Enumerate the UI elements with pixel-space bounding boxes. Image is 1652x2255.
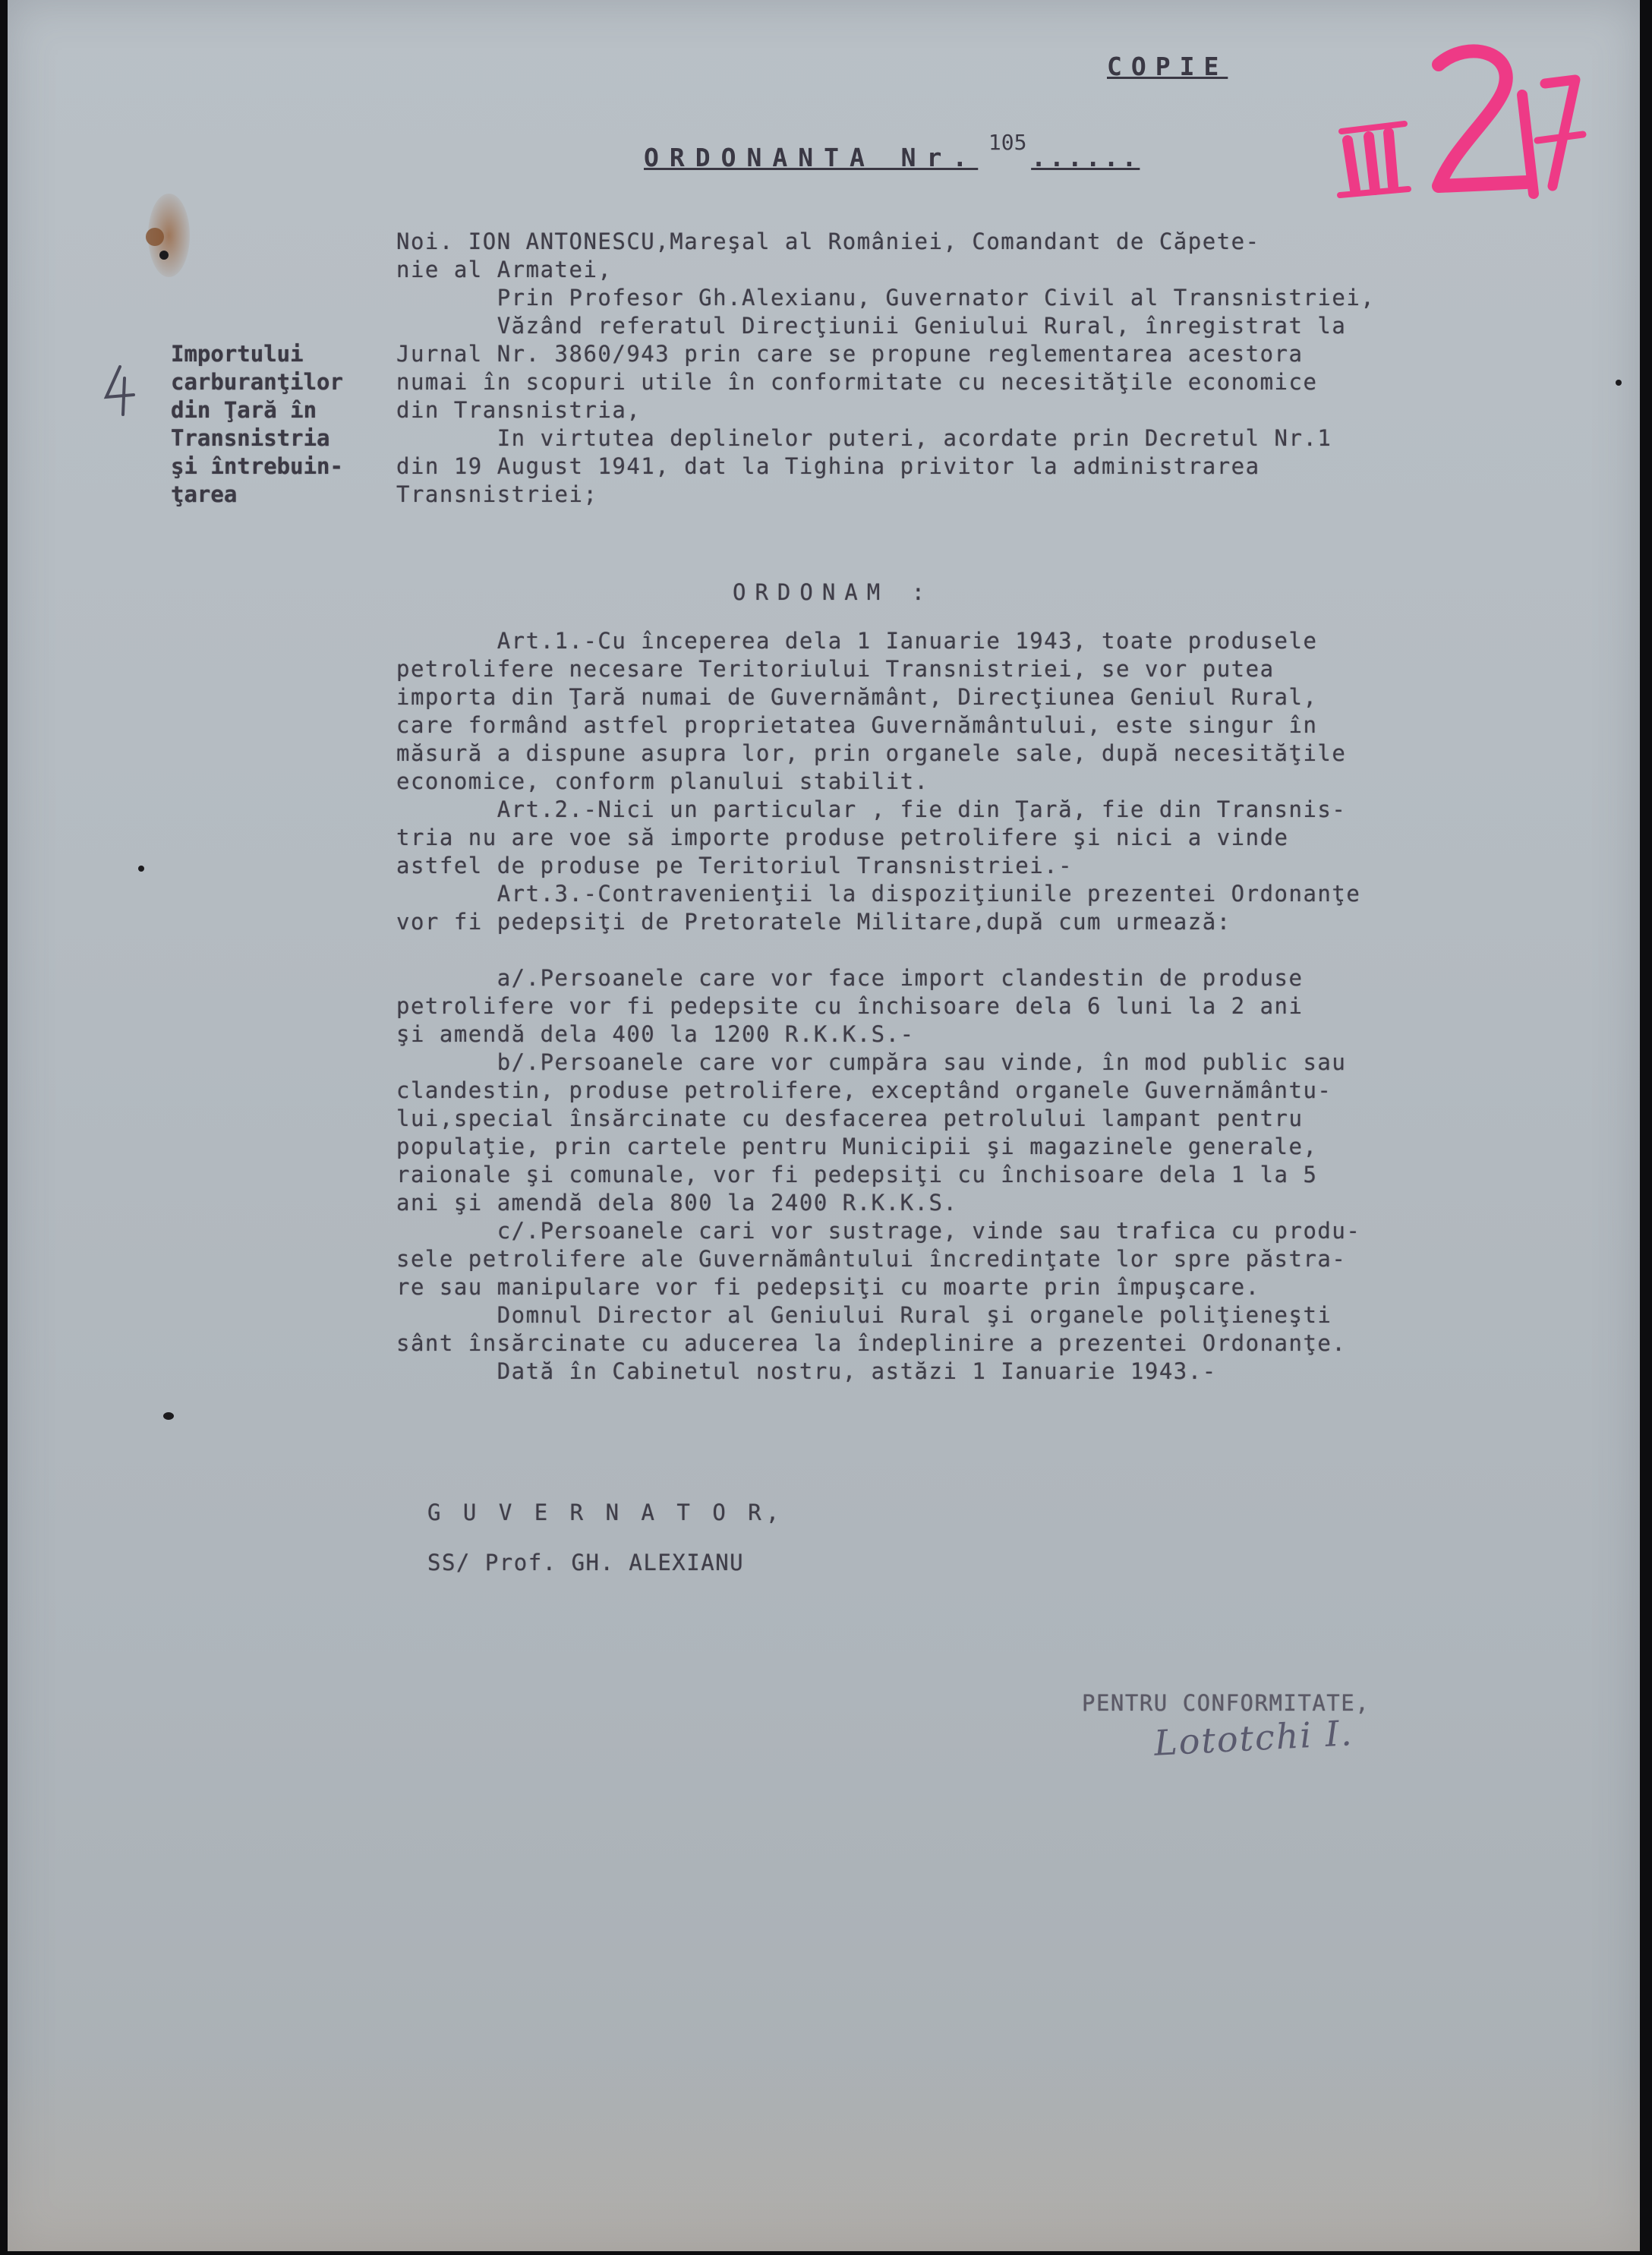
preamble-line: numai în scopuri utile în conformitate cu necesităţile economice	[396, 369, 1318, 395]
body-line: Art.2.-Nici un particular , fie din Ţară, fie din Transnis-	[396, 796, 1347, 822]
governor-title: G U V E R N A T O R,	[427, 1500, 784, 1525]
body-line: a/.Persoanele care vor face import clandestin de produse	[396, 965, 1304, 991]
margin-line: Transnistria	[171, 425, 330, 451]
margin-line: din Ţară în	[171, 397, 317, 423]
punch-hole	[1616, 380, 1622, 386]
preamble-line: Văzând referatul Direcţiunii Geniului Rural, înregistrat la	[396, 313, 1347, 339]
preamble-line: Transnistriei;	[396, 481, 598, 507]
preamble-line: nie al Armatei,	[396, 257, 613, 282]
ordinance-title-dots: ......	[1031, 143, 1140, 172]
body-line: Art.1.-Cu începerea dela 1 Ianuarie 1943, toate produsele	[396, 628, 1318, 654]
body-line: petrolifere necesare Teritoriului Transnistriei, se vor putea	[396, 656, 1275, 682]
ordinance-title	[644, 130, 1140, 172]
punch-hole	[138, 866, 144, 872]
body-line: tria nu are voe să importe produse petrolifere şi nici a vinde	[396, 825, 1289, 850]
preamble-line: Prin Profesor Gh.Alexianu, Guvernator Civil al Transnistriei,	[396, 285, 1376, 311]
body-line: Dată în Cabinetul nostru, astăzi 1 Ianuarie 1943.-	[396, 1358, 1217, 1384]
governor-signature-line: SS/ Prof. GH. ALEXIANU	[427, 1550, 745, 1575]
margin-line: Importului	[171, 341, 304, 367]
body-line: b/.Persoanele care vor cumpăra sau vinde, în mod public sau	[396, 1049, 1347, 1075]
body-line: clandestin, produse petrolifere, exceptând organele Guvernământu-	[396, 1077, 1332, 1103]
body-line: sele petrolifere ale Guvernământului încredinţate lor spre păstra-	[396, 1246, 1347, 1272]
body-line: economice, conform planului stabilit.	[396, 768, 929, 794]
punch-hole	[159, 251, 169, 260]
rust-stain-small	[146, 228, 164, 246]
punch-hole	[163, 1412, 174, 1420]
preamble-line: din Transnistria,	[396, 397, 642, 423]
body-line: c/.Persoanele cari vor sustrage, vinde sau trafica cu produ-	[396, 1218, 1361, 1244]
body-line: care formând astfel proprietatea Guvernământului, este singur în	[396, 712, 1318, 738]
certification-label: PENTRU CONFORMITATE,	[1082, 1690, 1370, 1716]
body-line: astfel de produse pe Teritoriul Transnistriei.-	[396, 853, 1073, 878]
ordonam-heading: ORDONAM :	[733, 579, 935, 605]
articles-body	[396, 627, 1360, 1386]
preamble-line: Noi. ION ANTONESCU,Mareşal al României, Comandant de Căpete-	[396, 229, 1260, 254]
margin-line: şi întrebuin-	[171, 453, 343, 479]
preamble-line: In virtutea deplinelor puteri, acordate prin Decretul Nr.1	[396, 425, 1332, 451]
body-line: Art.3.-Contravenienţii la dispoziţiunile prezentei Ordonanţe	[396, 881, 1361, 907]
ordinance-number: 105	[988, 130, 1027, 155]
margin-line: ţarea	[171, 481, 238, 507]
body-line: raionale şi comunale, vor fi pedepsiţi cu închisoare dela 1 la 5	[396, 1162, 1318, 1187]
body-line: şi amendă dela 400 la 1200 R.K.K.S.-	[396, 1021, 915, 1047]
archive-mark-stamp	[1332, 34, 1606, 209]
body-line: vor fi pedepsiţi de Pretoratele Militare,după cum urmează:	[396, 909, 1231, 935]
copie-label: COPIE	[1107, 52, 1228, 81]
body-line: măsură a dispune asupra lor, prin organele sale, după necesităţile	[396, 740, 1347, 766]
certification-signature: Lototchi I.	[1152, 1712, 1354, 1764]
body-line: lui,special însărcinate cu desfacerea petrolului lampant pentru	[396, 1105, 1304, 1131]
margin-line: carburanţilor	[171, 369, 343, 395]
body-line: sânt însărcinate cu aducerea la îndeplinire a prezentei Ordonanţe.	[396, 1330, 1347, 1356]
body-line: re sau manipulare vor fi pedepsiţi cu moarte prin împuşcare.	[396, 1274, 1260, 1300]
preamble-line: din 19 August 1941, dat la Tighina privitor la administrarea	[396, 453, 1260, 479]
body-line: Domnul Director al Geniului Rural şi organele poliţieneşti	[396, 1302, 1332, 1328]
ordinance-title-text: ORDONANTA Nr.	[644, 143, 979, 172]
margin-subject-note	[171, 340, 343, 509]
body-line: petrolifere vor fi pedepsite cu închisoare dela 6 luni la 2 ani	[396, 993, 1304, 1019]
body-line: populaţie, prin cartele pentru Municipii şi magazinele generale,	[396, 1134, 1318, 1159]
document-page	[8, 0, 1640, 2251]
preamble-line: Jurnal Nr. 3860/943 prin care se propune reglementarea acestora	[396, 341, 1304, 367]
preamble	[396, 228, 1375, 509]
body-line: ani şi amendă dela 800 la 2400 R.K.K.S.	[396, 1190, 958, 1216]
margin-handwritten-mark	[97, 363, 140, 416]
body-line: importa din Ţară numai de Guvernământ, Direcţiunea Geniul Rural,	[396, 684, 1318, 710]
